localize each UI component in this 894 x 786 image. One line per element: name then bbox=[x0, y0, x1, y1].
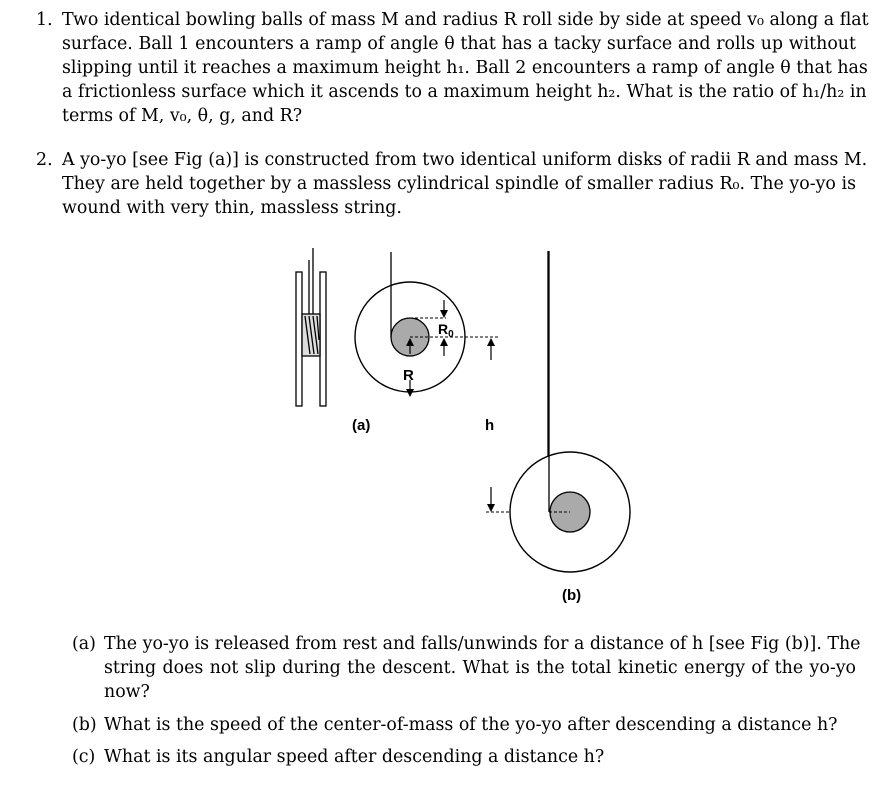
problem-line: They are held together by a massless cylindrical spindle of smaller radius R₀. The yo-yo is bbox=[62, 174, 856, 194]
subpart-a bbox=[72, 632, 861, 704]
subpart-b bbox=[72, 713, 856, 737]
problem-line: wound with very thin, massless string. bbox=[62, 198, 402, 218]
yo-yo-side-view bbox=[296, 248, 326, 406]
problem-line: surface. Ball 1 encounters a ramp of angle θ that has a tacky surface and rolls up without bbox=[62, 34, 856, 54]
subpart-line: The yo-yo is released from rest and falls/unwinds for a distance of h [see Fig (b)]. The bbox=[104, 634, 861, 654]
subpart-line: string does not slip during the descent. What is the total kinetic energy of the yo-yo bbox=[104, 658, 856, 678]
problem-line: a frictionless surface which it ascends to a maximum height h₂. What is the ratio of h₁/h₂ in bbox=[62, 82, 867, 102]
subpart-line: What is the speed of the center-of-mass of the yo-yo after descending a distance h? bbox=[104, 715, 838, 735]
subpart-label: (c) bbox=[72, 747, 96, 767]
label-h: h bbox=[485, 417, 495, 434]
label-r0: $R_0$ bbox=[438, 321, 454, 340]
subpart-label: (a) bbox=[72, 634, 96, 654]
problem-line: slipping until it reaches a maximum height h₁. Ball 2 encounters a ramp of angle θ that has bbox=[62, 58, 868, 78]
problem-line: Two identical bowling balls of mass M and radius R roll side by side at speed v₀ along a flat bbox=[62, 10, 869, 30]
subpart-line: What is its angular speed after descending a distance h? bbox=[104, 747, 605, 767]
label-fig-b: (b) bbox=[562, 587, 582, 604]
subpart-c bbox=[72, 745, 856, 769]
subpart-line: now? bbox=[104, 682, 150, 702]
yo-yo-lowered bbox=[510, 251, 630, 572]
yo-yo-front-view bbox=[355, 252, 500, 396]
subpart-label: (b) bbox=[72, 715, 97, 735]
problem-number: 1. bbox=[36, 10, 53, 30]
problem-number: 2. bbox=[36, 150, 53, 170]
problem-line: terms of M, v₀, θ, g, and R? bbox=[62, 106, 303, 126]
label-r: R bbox=[403, 367, 414, 384]
problem-line: A yo-yo [see Fig (a)] is constructed from two identical uniform disks of radii R and mass M. bbox=[62, 150, 868, 170]
label-fig-a: (a) bbox=[352, 417, 371, 434]
